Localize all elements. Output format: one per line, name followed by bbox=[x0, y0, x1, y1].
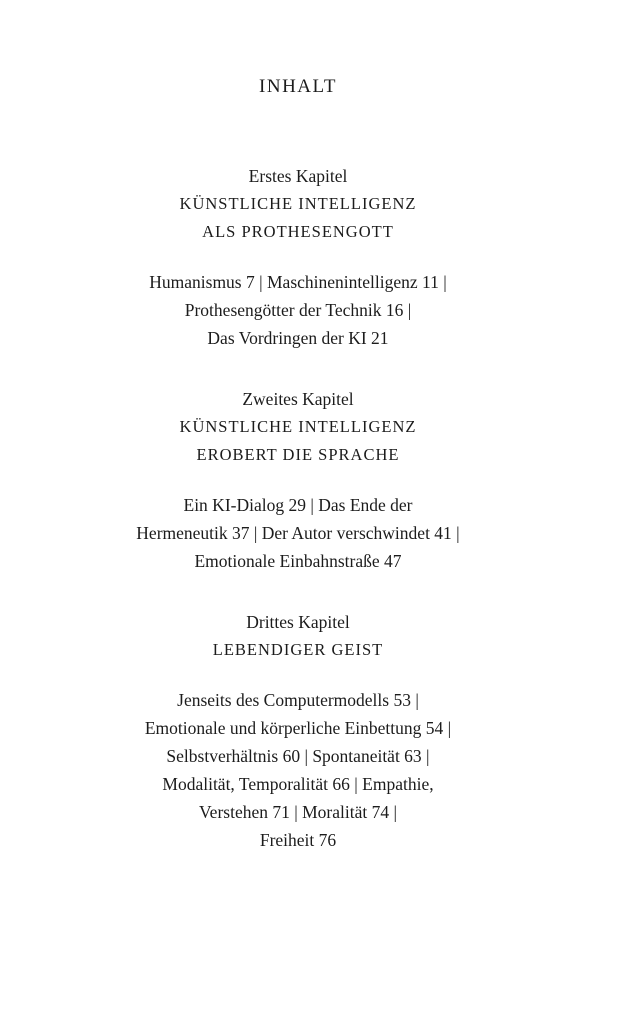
toc-entry-line: Verstehen 71 | Moralität 74 | bbox=[198, 802, 397, 822]
chapter-label: Zweites Kapitel bbox=[242, 389, 354, 409]
toc-entry-line: Modalität, Temporalität 66 | Empathie, bbox=[162, 774, 434, 794]
toc-entry-line: Emotionale Einbahnstraße 47 bbox=[194, 551, 402, 571]
toc-entry-line: Hermeneutik 37 | Der Autor verschwindet 41 | bbox=[136, 523, 460, 543]
toc-entry-line: Emotionale und körperliche Einbettung 54 | bbox=[144, 718, 452, 738]
toc-entry-line: Freiheit 76 bbox=[259, 830, 337, 850]
chapter-3 bbox=[0, 608, 596, 854]
toc-entry-line: Ein KI-Dialog 29 | Das Ende der bbox=[183, 495, 413, 515]
toc-entry-line: Jenseits des Computermodells 53 | bbox=[177, 690, 419, 710]
chapter-entries bbox=[0, 686, 596, 854]
toc-entry-line: Humanismus 7 | Maschinenintelligenz 11 | bbox=[149, 272, 447, 292]
chapter-label: Drittes Kapitel bbox=[246, 612, 350, 632]
chapter-heading: ALS PROTHESENGOTT bbox=[202, 222, 394, 241]
toc-entry-line: Das Vordringen der KI 21 bbox=[207, 328, 389, 348]
chapter-1 bbox=[0, 162, 596, 352]
toc-entry-line: Prothesengötter der Technik 16 | bbox=[184, 300, 412, 320]
chapter-heading: EROBERT DIE SPRACHE bbox=[196, 445, 400, 464]
toc-title: INHALT bbox=[259, 76, 337, 97]
chapter-heading: KÜNSTLICHE INTELLIGENZ bbox=[179, 417, 417, 436]
chapter-heading: LEBENDIGER GEIST bbox=[212, 640, 384, 659]
chapter-2 bbox=[0, 385, 596, 575]
chapter-label: Erstes Kapitel bbox=[248, 166, 348, 186]
toc-entry-line: Selbstverhältnis 60 | Spontaneität 63 | bbox=[166, 746, 430, 766]
chapter-entries bbox=[0, 268, 596, 352]
chapter-entries bbox=[0, 491, 596, 575]
chapter-heading: KÜNSTLICHE INTELLIGENZ bbox=[179, 194, 417, 213]
